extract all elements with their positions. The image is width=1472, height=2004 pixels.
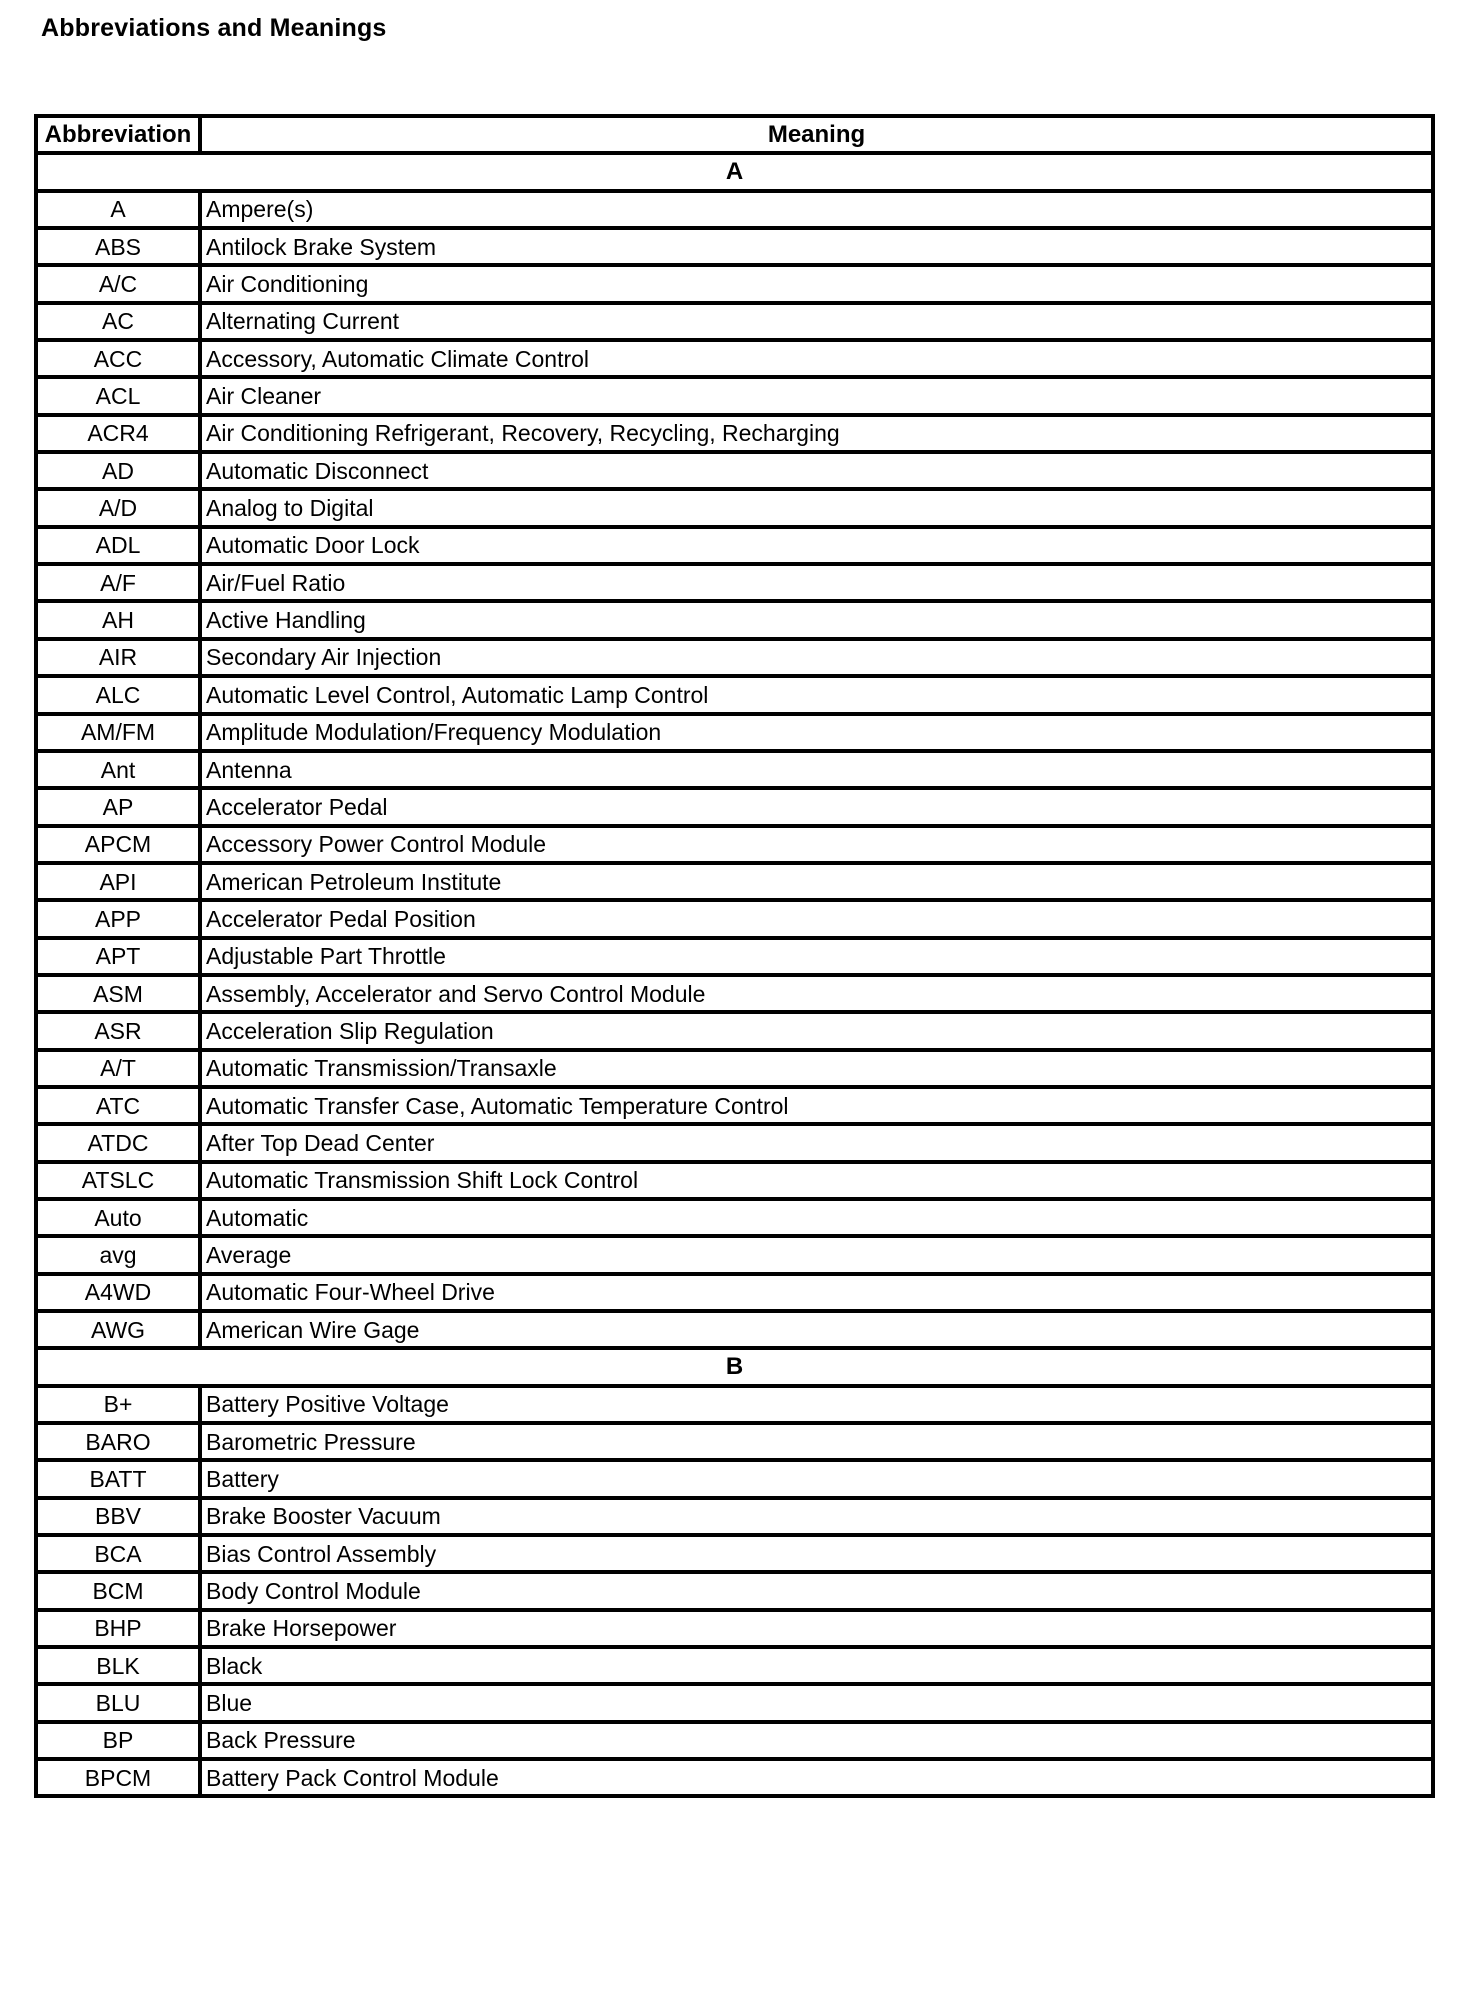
- abbreviation-cell: avg: [36, 1236, 200, 1273]
- table-row: [36, 601, 1433, 638]
- abbreviation-cell: AD: [36, 452, 200, 489]
- page-title: Abbreviations and Meanings: [41, 14, 387, 42]
- abbreviation-cell: ACL: [36, 377, 200, 414]
- meaning-cell: Blue: [200, 1684, 1433, 1721]
- abbreviation-cell: ABS: [36, 228, 200, 265]
- meaning-cell: Barometric Pressure: [200, 1423, 1433, 1460]
- meaning-cell: Air Conditioning: [200, 265, 1433, 302]
- meaning-cell: Air Cleaner: [200, 377, 1433, 414]
- meaning-cell: Automatic Level Control, Automatic Lamp Control: [200, 676, 1433, 713]
- section-row: [36, 153, 1433, 190]
- abbreviation-cell: BHP: [36, 1610, 200, 1647]
- table-row: [36, 564, 1433, 601]
- abbreviation-cell: ACC: [36, 340, 200, 377]
- meaning-cell: Accessory, Automatic Climate Control: [200, 340, 1433, 377]
- meaning-cell: Adjustable Part Throttle: [200, 938, 1433, 975]
- meaning-cell: Alternating Current: [200, 303, 1433, 340]
- table-row: [36, 452, 1433, 489]
- table-row: [36, 751, 1433, 788]
- meaning-cell: Average: [200, 1236, 1433, 1273]
- table-row: [36, 265, 1433, 302]
- meaning-cell: After Top Dead Center: [200, 1124, 1433, 1161]
- meaning-cell: Antilock Brake System: [200, 228, 1433, 265]
- table-row: [36, 1610, 1433, 1647]
- meaning-cell: Battery Positive Voltage: [200, 1386, 1433, 1423]
- table-row: [36, 1647, 1433, 1684]
- meaning-cell: Accelerator Pedal: [200, 788, 1433, 825]
- abbreviation-cell: ALC: [36, 676, 200, 713]
- meaning-cell: Automatic Transmission/Transaxle: [200, 1050, 1433, 1087]
- table-row: [36, 228, 1433, 265]
- abbreviation-cell: Ant: [36, 751, 200, 788]
- meaning-cell: American Wire Gage: [200, 1311, 1433, 1348]
- meaning-cell: Back Pressure: [200, 1722, 1433, 1759]
- meaning-cell: Amplitude Modulation/Frequency Modulation: [200, 714, 1433, 751]
- table-row: [36, 191, 1433, 228]
- table-row: [36, 377, 1433, 414]
- meaning-cell: Active Handling: [200, 601, 1433, 638]
- meaning-cell: Battery: [200, 1460, 1433, 1497]
- abbreviation-cell: AP: [36, 788, 200, 825]
- abbreviation-cell: ATSLC: [36, 1162, 200, 1199]
- table-row: [36, 489, 1433, 526]
- abbreviation-cell: BCA: [36, 1535, 200, 1572]
- abbreviation-cell: BPCM: [36, 1759, 200, 1796]
- column-header-meaning: Meaning: [200, 116, 1433, 153]
- table-row: [36, 1087, 1433, 1124]
- meaning-cell: Assembly, Accelerator and Servo Control Module: [200, 975, 1433, 1012]
- table-row: [36, 1423, 1433, 1460]
- table-row: [36, 1498, 1433, 1535]
- abbreviation-cell: ASM: [36, 975, 200, 1012]
- abbreviation-cell: AC: [36, 303, 200, 340]
- meaning-cell: American Petroleum Institute: [200, 863, 1433, 900]
- abbreviation-cell: ASR: [36, 1012, 200, 1049]
- table-row: [36, 1012, 1433, 1049]
- meaning-cell: Analog to Digital: [200, 489, 1433, 526]
- table-row: [36, 1311, 1433, 1348]
- abbreviation-cell: APCM: [36, 826, 200, 863]
- meaning-cell: Automatic Four-Wheel Drive: [200, 1274, 1433, 1311]
- meaning-cell: Accessory Power Control Module: [200, 826, 1433, 863]
- table-row: [36, 639, 1433, 676]
- abbreviation-cell: ADL: [36, 527, 200, 564]
- table-row: [36, 1535, 1433, 1572]
- table-row: [36, 1274, 1433, 1311]
- table-row: [36, 527, 1433, 564]
- meaning-cell: Automatic Disconnect: [200, 452, 1433, 489]
- meaning-cell: Accelerator Pedal Position: [200, 900, 1433, 937]
- abbreviation-cell: A/D: [36, 489, 200, 526]
- meaning-cell: Automatic Transmission Shift Lock Control: [200, 1162, 1433, 1199]
- meaning-cell: Air/Fuel Ratio: [200, 564, 1433, 601]
- meaning-cell: Secondary Air Injection: [200, 639, 1433, 676]
- table-row: [36, 826, 1433, 863]
- abbreviation-cell: ATDC: [36, 1124, 200, 1161]
- abbreviation-cell: API: [36, 863, 200, 900]
- abbreviation-cell: ATC: [36, 1087, 200, 1124]
- table-row: [36, 714, 1433, 751]
- table-body: [36, 153, 1433, 1796]
- abbreviation-cell: BLU: [36, 1684, 200, 1721]
- table-row: [36, 1386, 1433, 1423]
- abbreviation-cell: BP: [36, 1722, 200, 1759]
- meaning-cell: Battery Pack Control Module: [200, 1759, 1433, 1796]
- abbreviation-cell: A/C: [36, 265, 200, 302]
- table-row: [36, 1124, 1433, 1161]
- table-row: [36, 1460, 1433, 1497]
- abbreviation-cell: AIR: [36, 639, 200, 676]
- meaning-cell: Automatic Door Lock: [200, 527, 1433, 564]
- table-row: [36, 1199, 1433, 1236]
- table-row: [36, 1722, 1433, 1759]
- meaning-cell: Brake Horsepower: [200, 1610, 1433, 1647]
- abbreviation-cell: A/T: [36, 1050, 200, 1087]
- section-row: [36, 1348, 1433, 1385]
- section-letter: B: [36, 1348, 1433, 1385]
- meaning-cell: Ampere(s): [200, 191, 1433, 228]
- meaning-cell: Bias Control Assembly: [200, 1535, 1433, 1572]
- abbreviation-cell: B+: [36, 1386, 200, 1423]
- meaning-cell: Automatic: [200, 1199, 1433, 1236]
- abbreviation-cell: AH: [36, 601, 200, 638]
- abbreviation-cell: A: [36, 191, 200, 228]
- table-row: [36, 975, 1433, 1012]
- section-letter: A: [36, 153, 1433, 190]
- abbreviation-cell: AM/FM: [36, 714, 200, 751]
- abbreviation-cell: BATT: [36, 1460, 200, 1497]
- table-row: [36, 415, 1433, 452]
- table-row: [36, 1050, 1433, 1087]
- abbreviation-cell: APP: [36, 900, 200, 937]
- abbreviation-cell: BBV: [36, 1498, 200, 1535]
- abbreviation-cell: BCM: [36, 1572, 200, 1609]
- meaning-cell: Brake Booster Vacuum: [200, 1498, 1433, 1535]
- table-row: [36, 863, 1433, 900]
- table-row: [36, 938, 1433, 975]
- abbreviation-cell: ACR4: [36, 415, 200, 452]
- abbreviation-cell: AWG: [36, 1311, 200, 1348]
- abbreviation-cell: A4WD: [36, 1274, 200, 1311]
- abbreviation-cell: Auto: [36, 1199, 200, 1236]
- table-row: [36, 303, 1433, 340]
- table-row: [36, 788, 1433, 825]
- meaning-cell: Acceleration Slip Regulation: [200, 1012, 1433, 1049]
- table-row: [36, 900, 1433, 937]
- table-row: [36, 1236, 1433, 1273]
- abbreviation-cell: BARO: [36, 1423, 200, 1460]
- abbreviations-table: [34, 114, 1435, 1798]
- table-row: [36, 1759, 1433, 1796]
- column-header-abbreviation: Abbreviation: [36, 116, 200, 153]
- table-row: [36, 676, 1433, 713]
- table-row: [36, 1162, 1433, 1199]
- abbreviation-cell: BLK: [36, 1647, 200, 1684]
- table-row: [36, 1684, 1433, 1721]
- table-row: [36, 340, 1433, 377]
- table-row: [36, 1572, 1433, 1609]
- meaning-cell: Body Control Module: [200, 1572, 1433, 1609]
- header-row: [36, 116, 1433, 153]
- meaning-cell: Antenna: [200, 751, 1433, 788]
- abbreviation-cell: APT: [36, 938, 200, 975]
- meaning-cell: Automatic Transfer Case, Automatic Temperature Control: [200, 1087, 1433, 1124]
- meaning-cell: Black: [200, 1647, 1433, 1684]
- abbreviation-cell: A/F: [36, 564, 200, 601]
- meaning-cell: Air Conditioning Refrigerant, Recovery, Recycling, Recharging: [200, 415, 1433, 452]
